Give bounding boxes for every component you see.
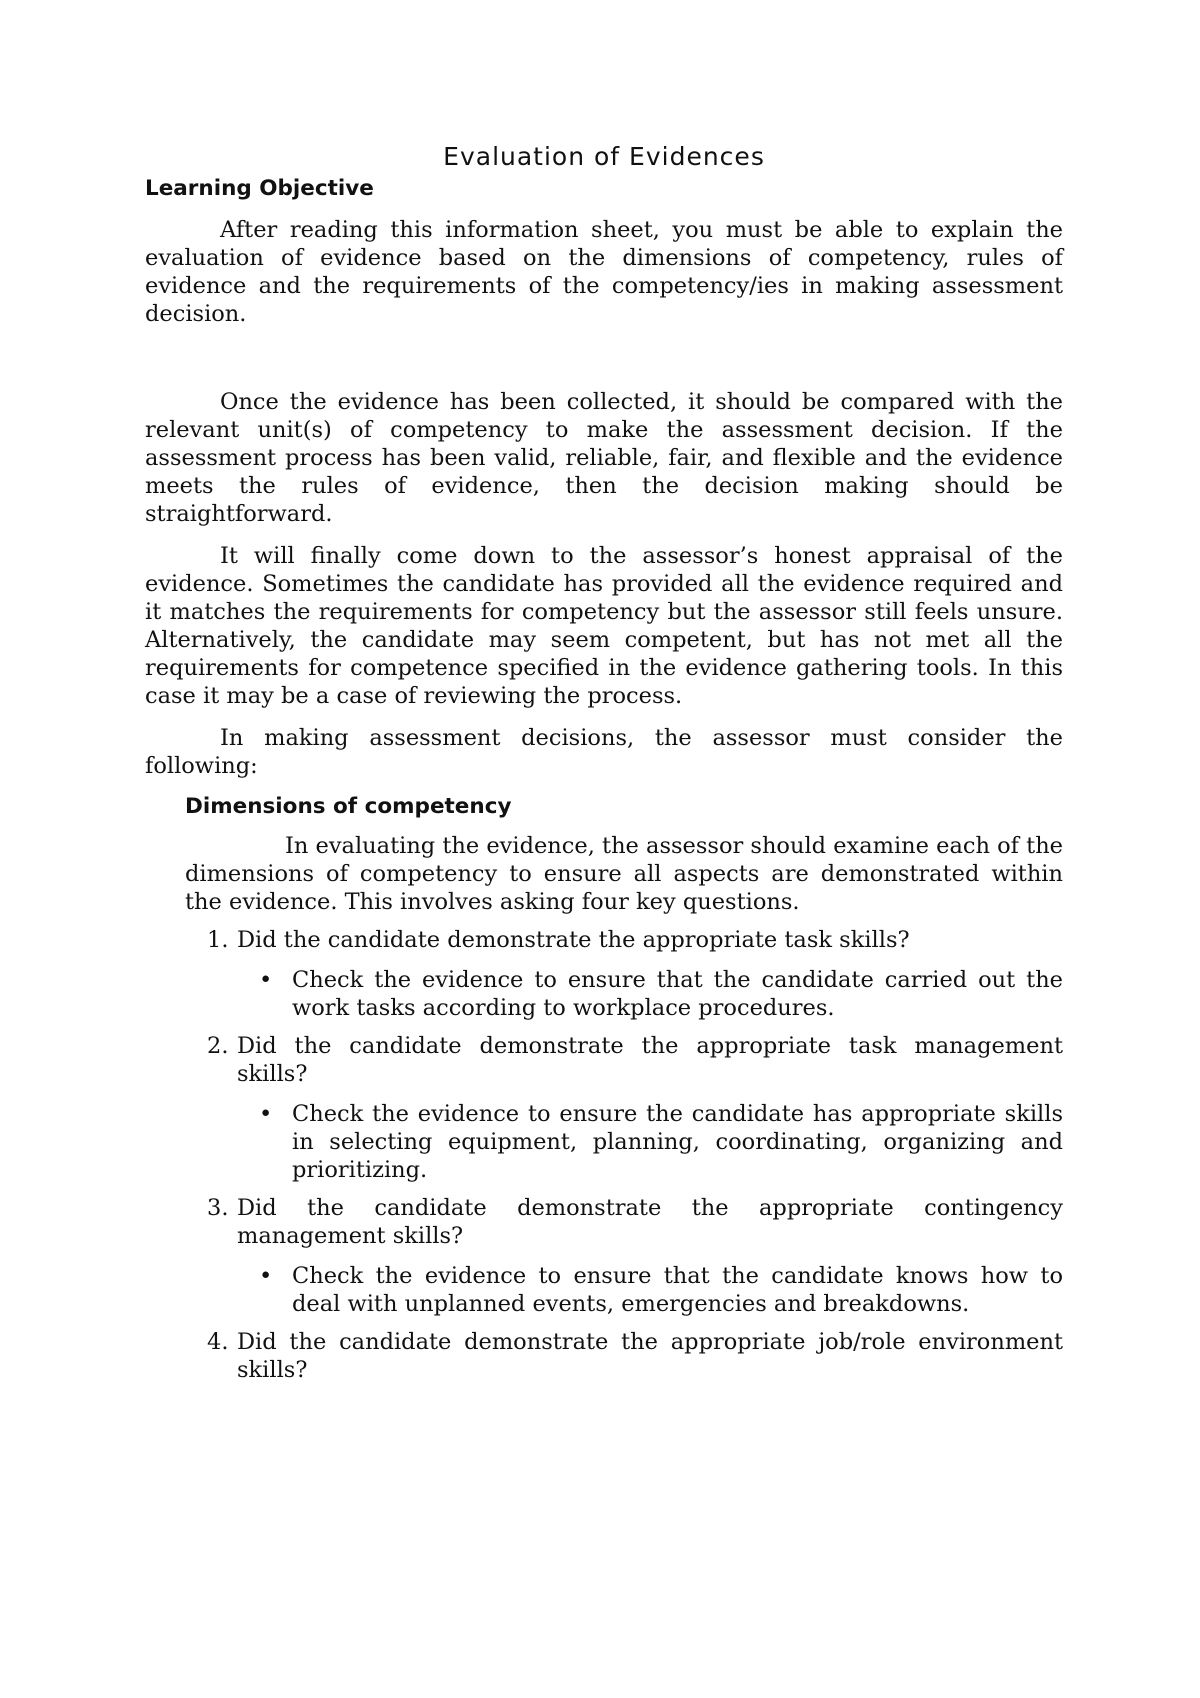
learning-objective-heading: Learning Objective bbox=[145, 176, 374, 201]
bullet-dot-icon: • bbox=[259, 1263, 273, 1289]
question-text: Did the candidate demonstrate the appropriate task management skills? bbox=[237, 1033, 1063, 1087]
list-item bbox=[237, 1100, 1063, 1184]
question-text: Did the candidate demonstrate the appropriate contingency management skills? bbox=[237, 1195, 1063, 1249]
document-content bbox=[145, 140, 1063, 1384]
question-text: Did the candidate demonstrate the appropriate task skills? bbox=[237, 927, 910, 953]
body-paragraph-appraisal: It will finally come down to the assessor’s honest appraisal of the evidence. Sometimes the candidate has provided all the evidence required and it matches the requirements for competency but the assessor still feels unsure. Alternatively, the candidate may seem competent, but has not met all the requirements for competence specified in the evidence gathering tools. In this case it may be a case of reviewing the process. bbox=[145, 543, 1063, 709]
list-item bbox=[185, 1194, 1063, 1318]
check-text: Check the evidence to ensure the candidate has appropriate skills in selecting equipment, planning, coordinating, organizing and prioritizing. bbox=[292, 1101, 1063, 1183]
question-number: 2. bbox=[207, 1033, 229, 1059]
learning-objective-text: After reading this information sheet, you must be able to explain the evaluation of evidence based on the dimensions of competency, rules of evidence and the requirements of the competency/ies in making assessment decision. bbox=[145, 217, 1063, 327]
dimensions-intro: In evaluating the evidence, the assessor should examine each of the dimensions of competency to ensure all aspects are demonstrated within the evidence. This involves asking four key questions. bbox=[185, 833, 1063, 915]
bullet-dot-icon: • bbox=[259, 967, 273, 993]
check-text: Check the evidence to ensure that the candidate carried out the work tasks according to workplace procedures. bbox=[292, 967, 1063, 1021]
list-item bbox=[185, 1328, 1063, 1384]
check-list bbox=[237, 966, 1063, 1022]
list-item bbox=[185, 1032, 1063, 1184]
check-text: Check the evidence to ensure that the candidate knows how to deal with unplanned events, emergencies and breakdowns. bbox=[292, 1263, 1063, 1317]
check-list bbox=[237, 1262, 1063, 1318]
question-number: 4. bbox=[207, 1329, 229, 1355]
list-item bbox=[237, 966, 1063, 1022]
questions-list bbox=[185, 926, 1063, 1384]
question-number: 1. bbox=[207, 927, 229, 953]
check-list bbox=[237, 1100, 1063, 1184]
body-paragraph-considerations: In making assessment decisions, the assessor must consider the following: bbox=[145, 725, 1063, 779]
dimensions-section bbox=[185, 792, 1063, 1384]
list-item bbox=[185, 926, 1063, 1022]
list-item bbox=[237, 1262, 1063, 1318]
body-paragraph-comparison: Once the evidence has been collected, it should be compared with the relevant unit(s) of competency to make the assessment decision. If the assessment process has been valid, reliable, fair, and flexible and the evidence meets the rules of evidence, then the decision making should be straightforward. bbox=[145, 389, 1063, 527]
dimensions-heading: Dimensions of competency bbox=[185, 794, 512, 819]
question-text: Did the candidate demonstrate the appropriate job/role environment skills? bbox=[237, 1329, 1063, 1383]
document-title: Evaluation of Evidences bbox=[443, 142, 765, 171]
bullet-dot-icon: • bbox=[259, 1101, 273, 1127]
question-number: 3. bbox=[207, 1195, 229, 1221]
